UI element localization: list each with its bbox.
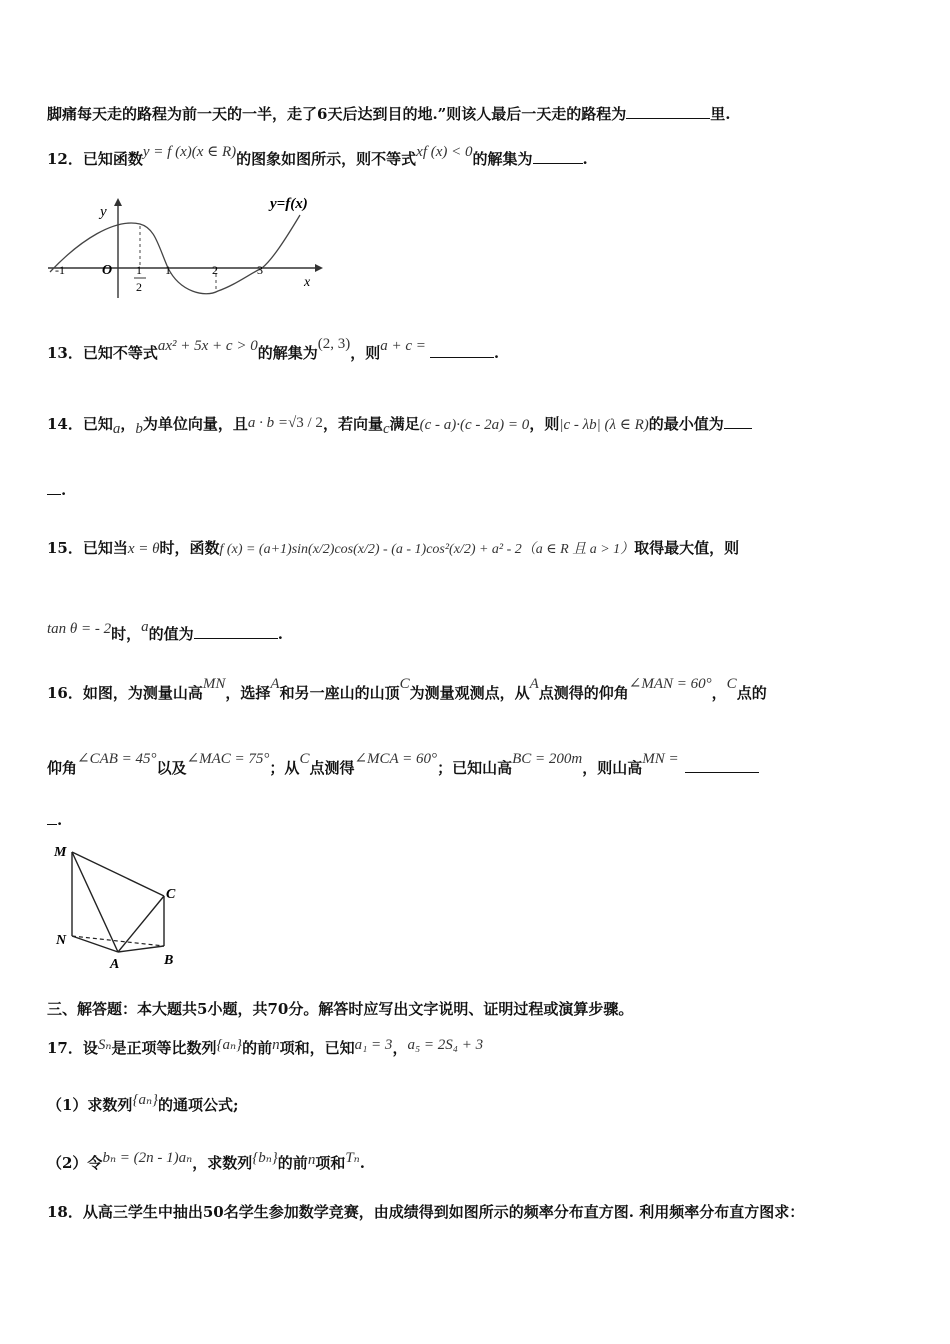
q16-MN2: MN =	[642, 751, 679, 767]
q16-mountain-figure	[50, 840, 190, 975]
q16-MN: MN	[202, 676, 226, 692]
q16-text11: 点测得	[309, 759, 355, 777]
q12-x-axis-label: x	[304, 275, 311, 290]
q16-end: .	[57, 811, 63, 829]
q16-C2: C	[726, 676, 737, 692]
q15-prefix: 15．已知当	[47, 539, 128, 557]
q13-interval: (2, 3)	[317, 336, 351, 352]
q16-text5: 点测得的仰角	[538, 684, 629, 702]
q14-text2: ，若向量	[322, 415, 383, 433]
q13-end: .	[493, 344, 500, 362]
q16-angle-CAB: ∠CAB = 45°	[77, 751, 157, 767]
q16-BC: BC = 200m	[512, 751, 583, 767]
q17-text2: 的前	[242, 1039, 273, 1057]
q11-answer-blank[interactable]	[626, 104, 710, 119]
q14-answer-blank-cont[interactable]	[47, 480, 61, 495]
q14-dot-product: a · b =	[247, 415, 289, 431]
q17-part2-text2: ，求数列	[192, 1154, 253, 1172]
q12-end: .	[582, 150, 588, 168]
q12-inequality: xf (x) < 0	[416, 144, 473, 160]
q15-text4: 的值为	[148, 625, 194, 643]
q12-tick-2: 2	[212, 263, 218, 277]
q17-text3: 项和，已知	[279, 1039, 355, 1057]
q12-answer-blank[interactable]	[533, 149, 583, 164]
q14-answer-blank[interactable]	[724, 414, 752, 429]
q16-stem-end	[47, 810, 905, 829]
q16-text7: 点的	[736, 684, 767, 702]
q16-label-A: A	[110, 957, 120, 972]
q16-text13: ，则山高	[582, 759, 643, 777]
q14-condition: (c - a)·(c - 2a) = 0	[419, 417, 530, 433]
q12-tick-half-num: 1	[136, 263, 142, 277]
q15-function: f (x) = (a+1)sin(x/2)cos(x/2) - (a - 1)cos²(x/2) + a² - 2	[219, 542, 522, 557]
q16-text3: 和另一座山的山顶	[279, 684, 400, 702]
q14-stem	[47, 413, 905, 437]
q13-text: 的解集为	[257, 344, 318, 362]
q18-text: 18．从高三学生中抽出50名学生参加数学竞赛，由成绩得到如图所示的频率分布直方图. 利用频率分布直方图求：	[47, 1203, 805, 1221]
q16-A2: A	[529, 676, 539, 692]
q17-Sn: Sₙ	[97, 1037, 112, 1053]
q16-label-B: B	[164, 953, 174, 968]
q17-part2-bn: bₙ = (2n - 1)aₙ	[102, 1150, 193, 1166]
q12-tick-half-den: 2	[136, 280, 142, 294]
q17-text1: 是正项等比数列	[111, 1039, 217, 1057]
q15-stem-cont	[47, 619, 905, 644]
q12-function-graph	[40, 190, 330, 305]
q12-stem	[47, 144, 905, 169]
q17-comma: ，	[392, 1039, 408, 1057]
q11-unit: 里.	[710, 105, 731, 123]
q17-part2-n: n	[307, 1152, 316, 1168]
q15-end: .	[277, 625, 283, 643]
q13-expression: a + c =	[380, 338, 426, 354]
section-3-heading	[47, 998, 905, 1019]
q17-part1-an: {aₙ}	[132, 1092, 159, 1108]
q16-text6: ，	[711, 684, 727, 702]
q12-function: y = f (x)(x ∈ R)	[142, 144, 237, 160]
q13-inequality: ax² + 5x + c > 0	[157, 338, 258, 354]
q16-text8: 仰角	[47, 759, 78, 777]
q12-tick-1: 1	[165, 263, 171, 277]
q17-an: {aₙ}	[216, 1037, 243, 1053]
q13-stem	[47, 336, 905, 363]
q12-prefix: 12．已知函数	[47, 150, 143, 168]
q15-text2: 取得最大值，则	[634, 539, 740, 557]
q14-text3: 满足	[389, 415, 420, 433]
q15-answer-blank[interactable]	[194, 624, 278, 639]
q17-part2-text4: 项和	[315, 1154, 346, 1172]
q17-a1: a₁ = 3	[354, 1037, 393, 1053]
q12-origin-label: O	[102, 263, 113, 278]
q12-tick-3: 3	[257, 263, 263, 277]
q16-label-C: C	[166, 887, 176, 902]
q14-stem-cont	[47, 480, 905, 499]
q16-text12: ；已知山高	[437, 759, 513, 777]
q16-answer-blank[interactable]	[685, 758, 759, 773]
q15-text: 时，函数	[159, 539, 220, 557]
q13-answer-blank[interactable]	[430, 343, 494, 358]
q11-tail	[47, 103, 905, 124]
q14-text1: 为单位向量，且	[142, 415, 248, 433]
q16-angle-MAC: ∠MAC = 75°	[186, 751, 270, 767]
q12-text: 的图象如图所示，则不等式	[236, 150, 417, 168]
q16-label-N: N	[56, 933, 67, 948]
q16-angle-MAN: ∠MAN = 60°	[628, 676, 712, 692]
q16-A: A	[270, 676, 280, 692]
q17-n: n	[272, 1037, 280, 1053]
q12-function-label: y=f(x)	[270, 196, 308, 212]
q16-answer-blank-cont[interactable]	[47, 810, 57, 825]
q17-part2	[47, 1152, 905, 1173]
q16-C: C	[399, 676, 410, 692]
q16-text9: 以及	[156, 759, 187, 777]
q14-vector-a: a	[112, 421, 121, 437]
q17-stem	[47, 1037, 905, 1058]
q16-text10: ；从	[269, 759, 300, 777]
q16-text4: 为测量观测点，从	[409, 684, 530, 702]
q16-C3: C	[299, 751, 310, 767]
q14-vector-b: b	[135, 421, 143, 437]
q16-angle-MCA: ∠MCA = 60°	[354, 751, 438, 767]
q15-a: a	[141, 619, 149, 635]
q15-condition: （a ∈ R 且 a > 1）	[521, 542, 635, 557]
q17-prefix: 17．设	[47, 1039, 98, 1057]
q15-stem	[47, 537, 905, 558]
q17-a5: a₅ = 2S₄ + 3	[407, 1037, 484, 1053]
q16-text2: ，选择	[225, 684, 271, 702]
q13-text2: ，则	[350, 344, 381, 362]
q18-stem	[47, 1201, 905, 1222]
q14-text5: 的最小值为	[648, 415, 724, 433]
q16-text1: 16．如图，为测量山高	[47, 684, 203, 702]
q15-x-theta: x = θ	[127, 541, 160, 557]
q17-part2-text3: 的前	[277, 1154, 308, 1172]
q17-part1-text1: （1）求数列	[47, 1096, 133, 1114]
q13-prefix: 13．已知不等式	[47, 344, 158, 362]
q16-stem-cont	[47, 751, 905, 778]
q12-tick-minus1: -1	[55, 263, 65, 277]
q15-text3: 时，	[111, 625, 142, 643]
q17-part2-bs: {bₙ}	[252, 1150, 278, 1166]
q17-part2-text1: （2）令	[47, 1154, 103, 1172]
q16-label-M: M	[54, 845, 67, 860]
section-3-text: 三、解答题：本大题共5小题，共70分。解答时应写出文字说明、证明过程或演算步骤。	[47, 1000, 634, 1018]
q14-abs-expression: |c - λb| (λ ∈ R)	[559, 417, 649, 433]
q11-text: 脚痛每天走的路程为前一天的一半，走了6天后达到目的地.”则该人最后一天走的路程为	[47, 105, 627, 123]
q12-y-axis-label: y	[100, 204, 107, 220]
q14-text4: ，则	[529, 415, 560, 433]
q14-prefix: 14．已知	[47, 415, 113, 433]
q14-comma: ，	[120, 415, 136, 433]
q17-part2-Tn: Tₙ	[345, 1150, 360, 1166]
q17-part1	[47, 1094, 905, 1115]
q12-text2: 的解集为	[472, 150, 533, 168]
q17-part1-text2: 的通项公式;	[158, 1096, 239, 1114]
q16-stem	[47, 676, 905, 703]
q17-part2-end: .	[359, 1154, 365, 1172]
q15-tan-value: tan θ = - 2	[47, 621, 112, 637]
q14-vector-c: c	[382, 421, 390, 437]
q14-end: .	[61, 481, 67, 499]
q14-fraction: √3 / 2	[288, 415, 323, 431]
